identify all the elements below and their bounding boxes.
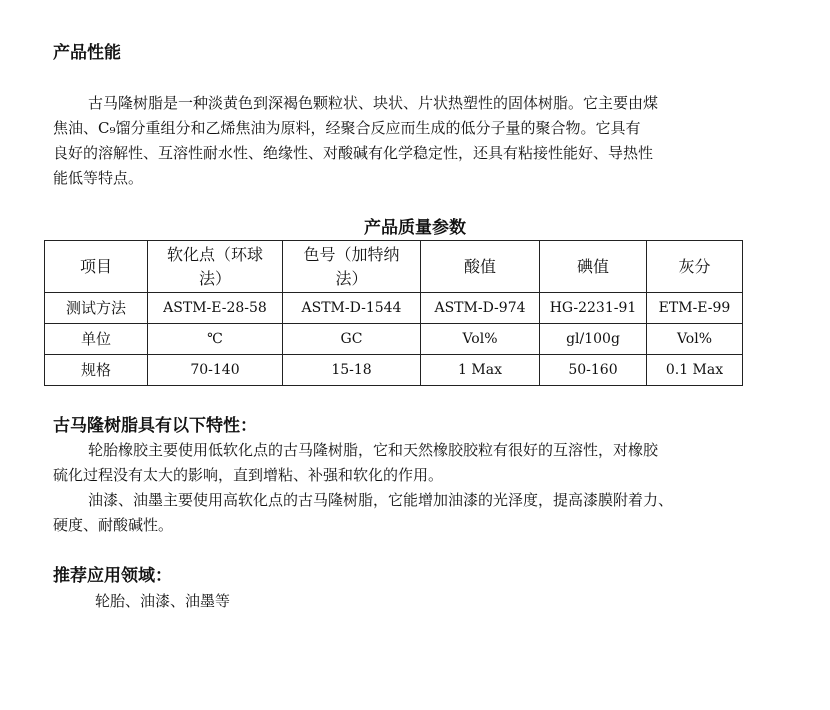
performance-paragraph-line-1: 古马隆树脂是一种淡黄色到深褐色颗粒状、块状、片状热塑性的固体树脂。它主要由煤 [88,94,659,112]
table-cell: 15-18 [283,355,421,386]
table-cell: Vol% [647,324,743,355]
characteristics-line-3: 油漆、油墨主要使用高软化点的古马隆树脂，它能增加油漆的光泽度，提高漆膜附着力、 [88,491,674,509]
header-item: 项目 [45,241,148,293]
characteristics-line-4: 硬度、耐酸碱性。 [53,516,174,534]
table-cell: 70-140 [148,355,283,386]
quality-parameters-table [44,240,743,386]
section-title-applications: 推荐应用领域： [53,566,172,586]
table-cell: ℃ [148,324,283,355]
table-cell: ASTM-E-28-58 [148,293,283,324]
table-cell: ASTM-D-1544 [283,293,421,324]
table-cell: 1 Max [421,355,540,386]
header-acid-value: 酸值 [421,241,540,293]
table-cell: ASTM-D-974 [421,293,540,324]
characteristics-line-1: 轮胎橡胶主要使用低软化点的古马隆树脂，它和天然橡胶胶粒有很好的互溶性，对橡胶 [88,441,659,459]
table-cell: 0.1 Max [647,355,743,386]
table-header-row [45,241,743,293]
table-cell: HG-2231-91 [540,293,647,324]
performance-paragraph-line-2: 焦油、C₉馏分重组分和乙烯焦油为原料，经聚合反应而生成的低分子量的聚合物。它具有 [53,119,641,137]
table-cell: 50-160 [540,355,647,386]
section-title-characteristics: 古马隆树脂具有以下特性： [53,416,257,436]
table-cell: 单位 [45,324,148,355]
applications-line-1: 轮胎、油漆、油墨等 [95,592,231,610]
performance-paragraph-line-3: 良好的溶解性、互溶性耐水性、绝缘性、对酸碱有化学稳定性，还具有粘接性能好、导热性 [53,144,654,162]
table-cell: 测试方法 [45,293,148,324]
header-color-number: 色号（加特纳 法） [283,241,421,293]
characteristics-line-2: 硫化过程没有太大的影响，直到增粘、补强和软化的作用。 [53,466,444,484]
table-cell: Vol% [421,324,540,355]
table-cell: 规格 [45,355,148,386]
table-row-unit [45,324,743,355]
performance-paragraph-line-4: 能低等特点。 [53,169,144,187]
table-row-specification [45,355,743,386]
section-title-product-performance: 产品性能 [53,43,121,63]
header-iodine-value: 碘值 [540,241,647,293]
table-cell: gl/100g [540,324,647,355]
table-cell: GC [283,324,421,355]
header-ash: 灰分 [647,241,743,293]
table-title: 产品质量参数 [364,218,466,238]
table-row-test-method [45,293,743,324]
header-softening-point: 软化点（环球 法） [148,241,283,293]
table-cell: ETM-E-99 [647,293,743,324]
